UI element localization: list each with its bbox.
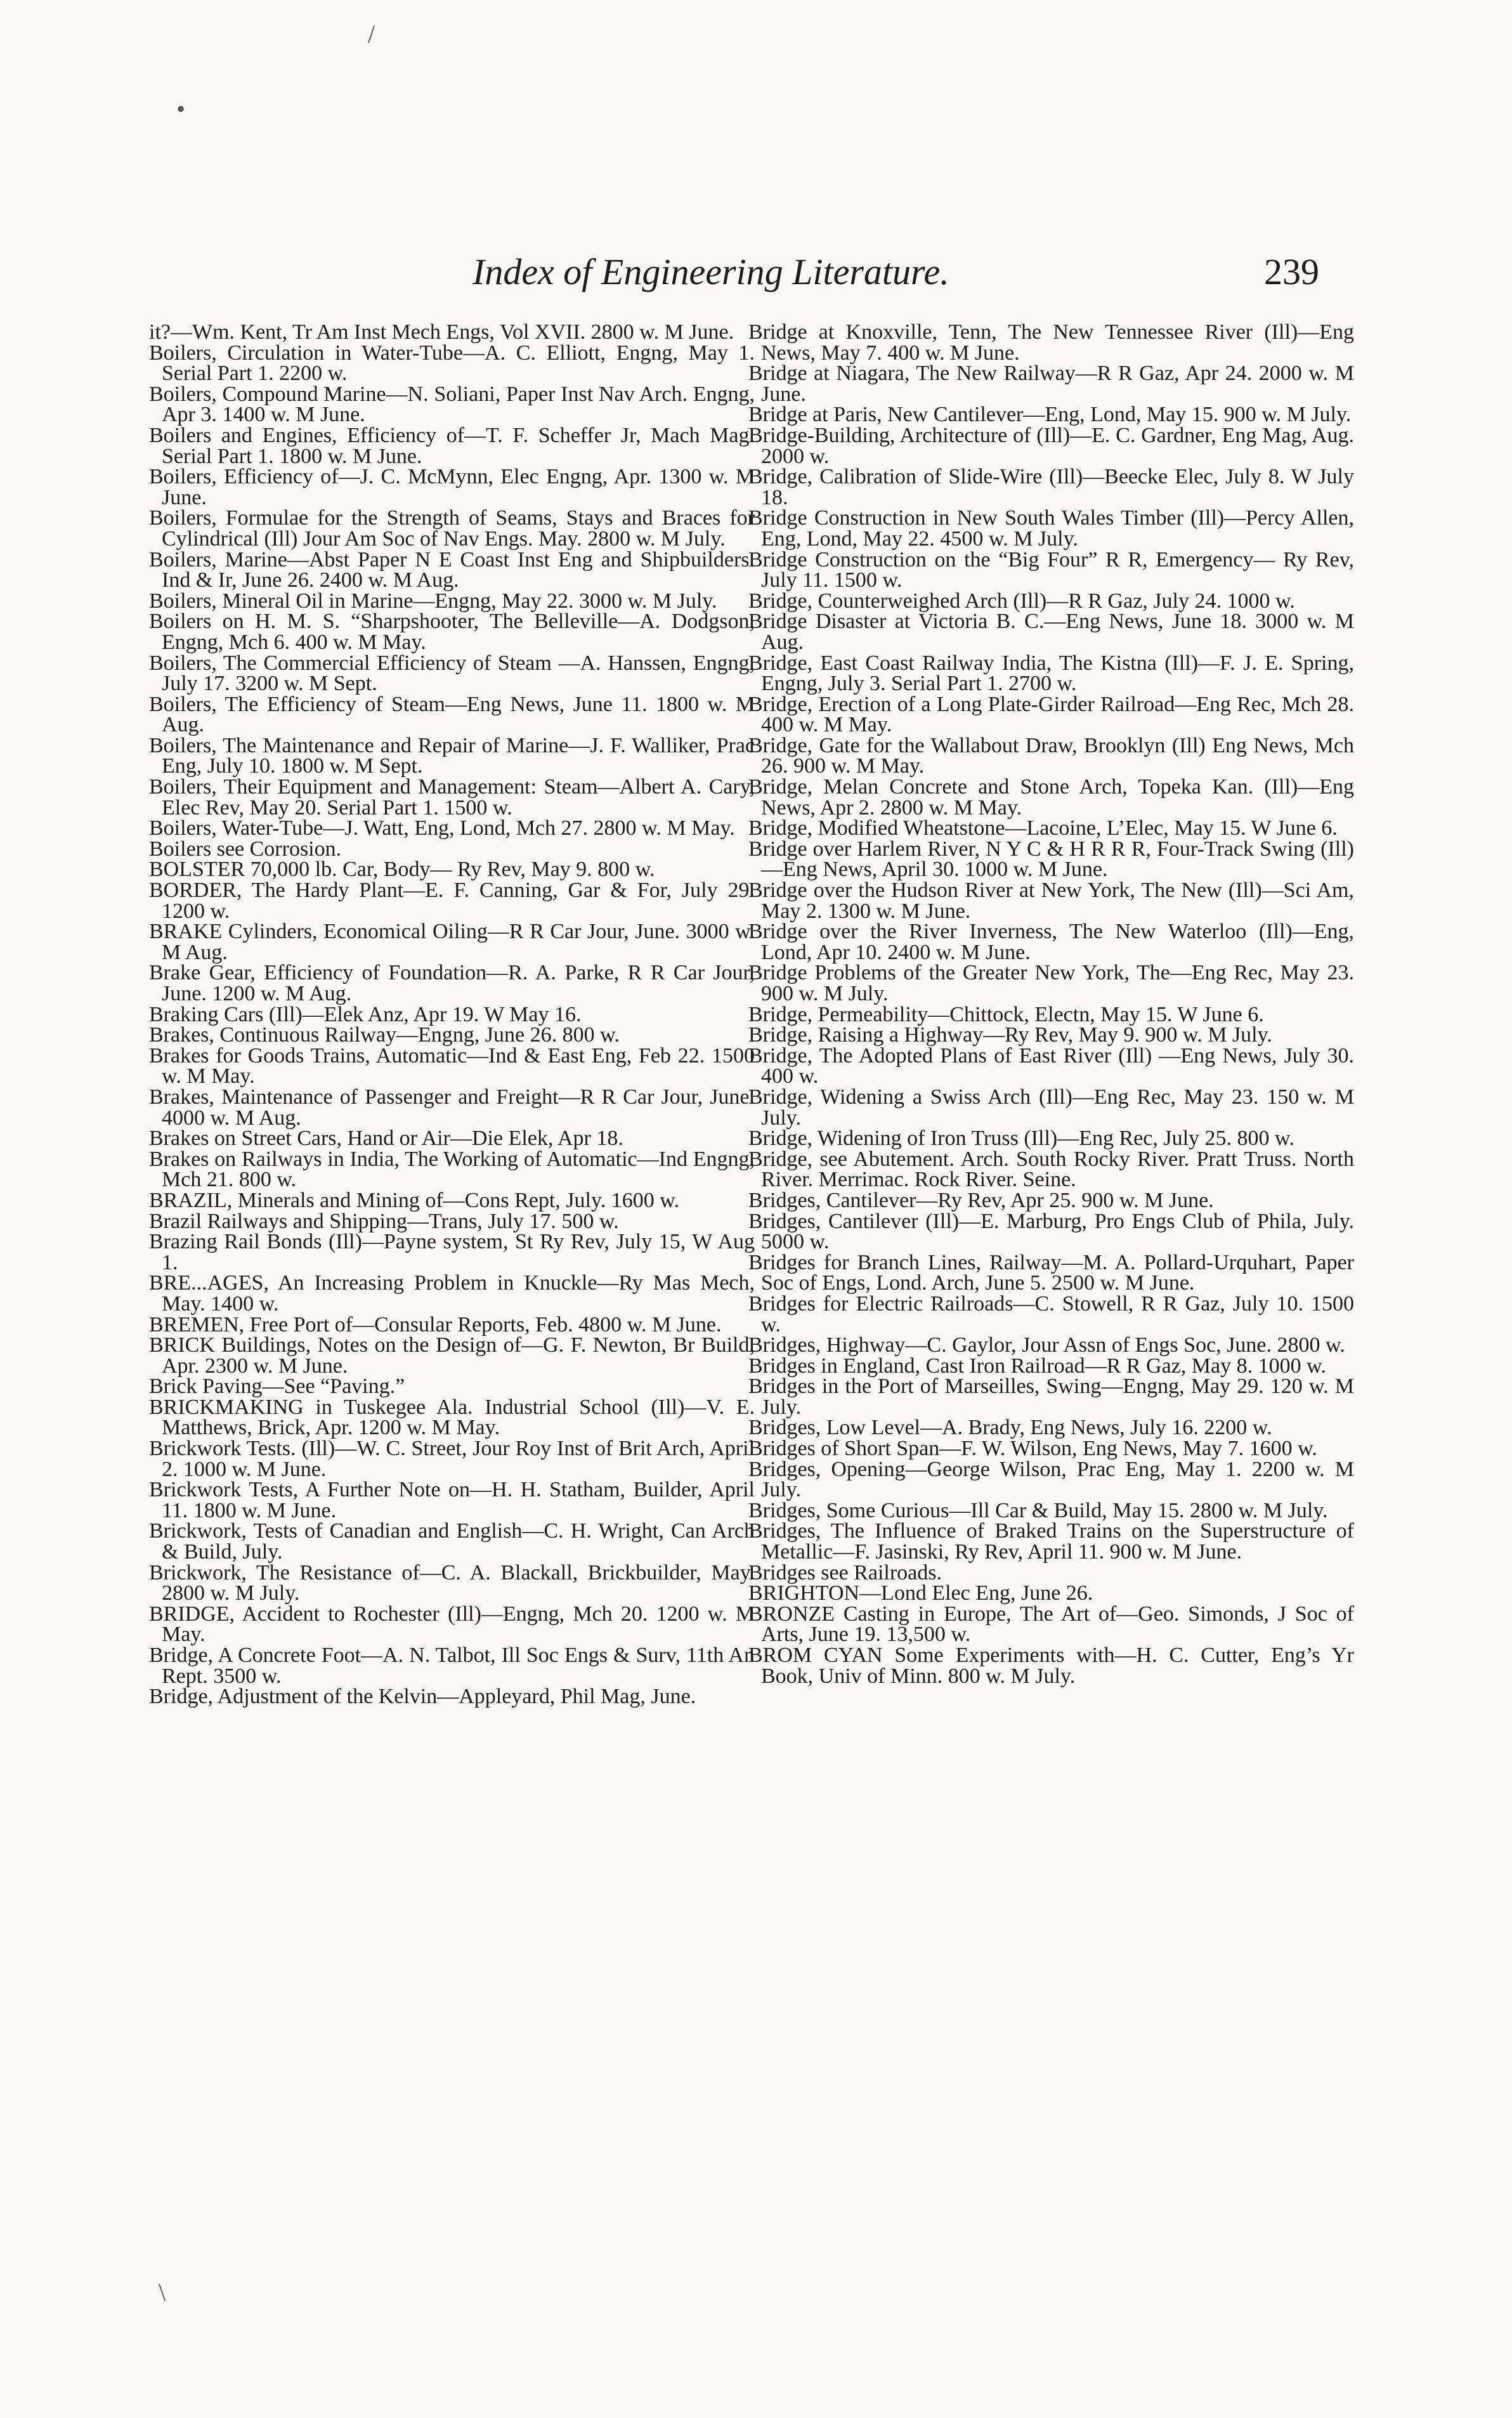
index-entry: Bridge Disaster at Victoria B. C.—Eng News, June 18. 3000 w. M Aug. [748,610,1354,654]
index-entry: Bridges of Short Span—F. W. Wilson, Eng News, May 7. 1600 w. [748,1437,1317,1461]
index-entry: Bridges, Cantilever—Ry Rev, Apr 25. 900 w. M June. [748,1188,1214,1212]
index-entry: Bridge, Calibration of Slide-Wire (Ill)—Beecke Elec, July 8. W July 18. [748,465,1354,509]
index-entry: Brakes on Railways in India, The Working of Automatic—Ind Engng, Mch 21. 800 w. [149,1147,755,1192]
index-entry: Boilers, The Efficiency of Steam—Eng News, June 11. 1800 w. M Aug. [149,692,755,737]
index-entry: BORDER, The Hardy Plant—E. F. Canning, Gar & For, July 29. 1200 w. [149,879,755,923]
index-entry: Bridges, Highway—C. Gaylor, Jour Assn of Engs Soc, June. 2800 w. [748,1333,1345,1357]
index-entry: Boilers, Mineral Oil in Marine—Engng, May 22. 3000 w. M July. [149,589,717,613]
index-entry: Bridge, Erection of a Long Plate-Girder Railroad—Eng Rec, Mch 28. 400 w. M May. [748,692,1354,737]
index-entry: Bridge, Modified Wheatstone—Lacoine, L’Elec, May 15. W June 6. [748,816,1338,840]
index-entry: Brazil Railways and Shipping—Trans, July 17. 500 w. [149,1209,619,1233]
page-title: Index of Engineering Literature. [472,251,949,292]
index-entry: Brakes on Street Cars, Hand or Air—Die Elek, Apr 18. [149,1127,623,1151]
index-entry: BREMEN, Free Port of—Consular Reports, Feb. 4800 w. M June. [149,1312,722,1336]
index-entry: Brick Paving—See “Paving.” [149,1375,405,1399]
index-entry: Bridges, Some Curious—Ill Car & Build, May 15. 2800 w. M July. [748,1498,1328,1522]
index-entry: Brickwork Tests, A Further Note on—H. H. Statham, Builder, April 11. 1800 w. M June. [149,1478,755,1522]
index-entry: BOLSTER 70,000 lb. Car, Body— Ry Rev, May 9. 800 w. [149,858,655,882]
index-entry: BRICKMAKING in Tuskegee Ala. Industrial School (Ill)—V. E. Matthews, Brick, Apr. 1200 w. M May. [149,1395,755,1440]
index-entry: Bridge, Melan Concrete and Stone Arch, Topeka Kan. (Ill)—Eng News, Apr 2. 2800 w. M May. [748,775,1354,820]
index-entry: Bridge, Permeability—Chittock, Electn, May 15. W June 6. [748,1002,1264,1026]
index-entry: Bridges for Electric Railroads—C. Stowell, R R Gaz, July 10. 1500 w. [748,1291,1354,1336]
index-entry: Bridge Problems of the Greater New York, The—Eng Rec, May 23. 900 w. M July. [748,961,1354,1005]
index-entry: Boilers, Marine—Abst Paper N E Coast Inst Eng and Shipbuilders. Ind & Ir, June 26. 2400 w. M Aug. [149,547,755,592]
index-entry: Bridges for Branch Lines, Railway—M. A. Pollard-Urquhart, Paper Soc of Engs, Lond. Arch, June 5. 2500 w. M June. [748,1250,1354,1295]
index-entry: Boilers, Their Equipment and Management: Steam—Albert A. Cary, Elec Rev, May 20. Serial Part 1. 1500 w. [149,775,755,820]
index-entry: Brazing Rail Bonds (Ill)—Payne system, St Ry Rev, July 15, W Aug 1. [149,1230,755,1274]
page-header [472,251,1319,301]
index-entry: Bridge, A Concrete Foot—A. N. Talbot, Ill Soc Engs & Surv, 11th An Rept. 3500 w. [149,1644,755,1688]
index-entry: Bridges, The Influence of Braked Trains on the Superstructure of Metallic—F. Jasinski, Ry Rev, April 11. 900 w. M June. [748,1519,1354,1564]
index-entry: Boilers, Water-Tube—J. Watt, Eng, Lond, Mch 27. 2800 w. M May. [149,816,735,840]
index-entry: Boilers and Engines, Efficiency of—T. F. Scheffer Jr, Mach Mag. Serial Part 1. 1800 w. M June. [149,423,755,468]
index-entry: BRAKE Cylinders, Economical Oiling—R R Car Jour, June. 3000 w. M Aug. [149,920,755,964]
index-entry: Bridge, The Adopted Plans of East River (Ill) —Eng News, July 30. 400 w. [748,1043,1354,1088]
index-entry: Brickwork, The Resistance of—C. A. Blackall, Brickbuilder, May. 2800 w. M July. [149,1560,755,1605]
index-entry: Bridge over Harlem River, N Y C & H R R R, Four-Track Swing (Ill)—Eng News, April 30. 1000 w. M June. [748,837,1354,882]
index-entry: Brake Gear, Efficiency of Foundation—R. A. Parke, R R Car Jour, June. 1200 w. M Aug. [149,961,755,1005]
index-entry: Bridges in the Port of Marseilles, Swing—Engng, May 29. 120 w. M July. [748,1375,1354,1419]
index-entry: Bridge-Building, Architecture of (Ill)—E. C. Gardner, Eng Mag, Aug. 2000 w. [748,423,1354,468]
index-entry: Boilers see Corrosion. [149,837,342,861]
index-entry: Brickwork Tests. (Ill)—W. C. Street, Jour Roy Inst of Brit Arch, April 2. 1000 w. M June. [149,1437,755,1481]
index-entry: Boilers on H. M. S. “Sharpshooter, The Belleville—A. Dodgson, Engng, Mch 6. 400 w. M May. [149,610,755,654]
index-entry: Bridge, see Abutement. Arch. South Rocky River. Pratt Truss. North River. Merrimac. Rock River. Seine. [748,1147,1354,1192]
index-entry: BROM CYAN Some Experiments with—H. C. Cutter, Eng’s Yr Book, Univ of Minn. 800 w. M July. [748,1644,1354,1688]
index-entry: Boilers, The Commercial Efficiency of Steam —A. Hanssen, Engng, July 17. 3200 w. M Sept. [149,651,755,696]
right-column [748,322,1354,1687]
index-entry: Braking Cars (Ill)—Elek Anz, Apr 19. W May 16. [149,1002,582,1026]
stray-mark-top: / [368,20,375,48]
index-entry: Bridge, Widening of Iron Truss (Ill)—Eng Rec, July 25. 800 w. [748,1127,1294,1151]
index-entry: it?—Wm. Kent, Tr Am Inst Mech Engs, Vol XVII. 2800 w. M June. [149,320,734,344]
index-entry: Bridge, East Coast Railway India, The Kistna (Ill)—F. J. E. Spring, Engng, July 3. Serial Part 1. 2700 w. [748,651,1354,696]
index-entry: Brickwork, Tests of Canadian and English—C. H. Wright, Can Arch & Build, July. [149,1519,755,1564]
index-entry: BRE...AGES, An Increasing Problem in Knuckle—Ry Mas Mech, May. 1400 w. [149,1271,755,1316]
stray-mark-bottom: \ [159,2278,166,2306]
index-entry: BRAZIL, Minerals and Mining of—Cons Rept, July. 1600 w. [149,1188,680,1212]
index-entry: BRIGHTON—Lond Elec Eng, June 26. [748,1581,1093,1605]
index-entry: Bridge, Raising a Highway—Ry Rev, May 9. 900 w. M July. [748,1023,1272,1047]
index-entry: Bridges, Opening—George Wilson, Prac Eng, May 1. 2200 w. M July. [748,1457,1354,1502]
index-entry: Bridge, Adjustment of the Kelvin—Appleyard, Phil Mag, June. [149,1685,696,1709]
stray-mark-left: • [176,95,186,123]
index-entry: Bridges, Cantilever (Ill)—E. Marburg, Pro Engs Club of Phila, July. 5000 w. [748,1209,1354,1254]
left-column [149,322,755,1708]
index-entry: Bridges in England, Cast Iron Railroad—R R Gaz, May 8. 1000 w. [748,1354,1326,1378]
index-entry: Bridge at Paris, New Cantilever—Eng, Lond, May 15. 900 w. M July. [748,403,1352,427]
index-entry: Boilers, Circulation in Water-Tube—A. C. Elliott, Engng, May 1. Serial Part 1. 2200 w. [149,341,755,386]
index-entry: Bridge Construction in New South Wales Timber (Ill)—Percy Allen, Eng, Lond, May 22. 4500 w. M July. [748,506,1354,551]
index-entry: Bridge over the River Inverness, The New Waterloo (Ill)—Eng, Lond, Apr 10. 2400 w. M June. [748,920,1354,964]
index-entry: Bridge Construction on the “Big Four” R R, Emergency— Ry Rev, July 11. 1500 w. [748,547,1354,592]
index-entry: Brakes, Continuous Railway—Engng, June 26. 800 w. [149,1023,620,1047]
index-entry: Boilers, The Maintenance and Repair of Marine—J. F. Walliker, Prac Eng, July 10. 1800 w. M Sept. [149,733,755,778]
index-entry: Bridge, Counterweighed Arch (Ill)—R R Gaz, July 24. 1000 w. [748,589,1295,613]
index-entry: Boilers, Formulae for the Strength of Seams, Stays and Braces for Cylindrical (Ill) Jour Am Soc of Nav Engs. May. 2800 w. M July. [149,506,755,551]
index-entry: Bridge, Widening a Swiss Arch (Ill)—Eng Rec, May 23. 150 w. M July. [748,1085,1354,1130]
index-entry: Bridge, Gate for the Wallabout Draw, Brooklyn (Ill) Eng News, Mch 26. 900 w. M May. [748,733,1354,778]
index-entry: Bridges, Low Level—A. Brady, Eng News, July 16. 2200 w. [748,1416,1272,1440]
index-entry: Bridge at Knoxville, Tenn, The New Tennessee River (Ill)—Eng News, May 7. 400 w. M June. [748,320,1354,365]
page-number: 239 [1264,251,1319,292]
index-entry: Bridge at Niagara, The New Railway—R R Gaz, Apr 24. 2000 w. M June. [748,362,1354,406]
index-entry: Boilers, Compound Marine—N. Soliani, Paper Inst Nav Arch. Engng, Apr 3. 1400 w. M June. [149,382,755,427]
index-entry: BRICK Buildings, Notes on the Design of—G. F. Newton, Br Build, Apr. 2300 w. M June. [149,1333,755,1378]
index-entry: BRONZE Casting in Europe, The Art of—Geo. Simonds, J Soc of Arts, June 19. 13,500 w. [748,1602,1354,1647]
index-entry: Brakes, Maintenance of Passenger and Freight—R R Car Jour, June. 4000 w. M Aug. [149,1085,755,1130]
index-entry: BRIDGE, Accident to Rochester (Ill)—Engng, Mch 20. 1200 w. M May. [149,1602,755,1647]
index-entry: Bridges see Railroads. [748,1560,942,1585]
index-entry: Boilers, Efficiency of—J. C. McMynn, Elec Engng, Apr. 1300 w. M June. [149,465,755,509]
index-entry: Bridge over the Hudson River at New York, The New (Ill)—Sci Am, May 2. 1300 w. M June. [748,879,1354,923]
index-entry: Brakes for Goods Trains, Automatic—Ind & East Eng, Feb 22. 1500 w. M May. [149,1043,755,1088]
